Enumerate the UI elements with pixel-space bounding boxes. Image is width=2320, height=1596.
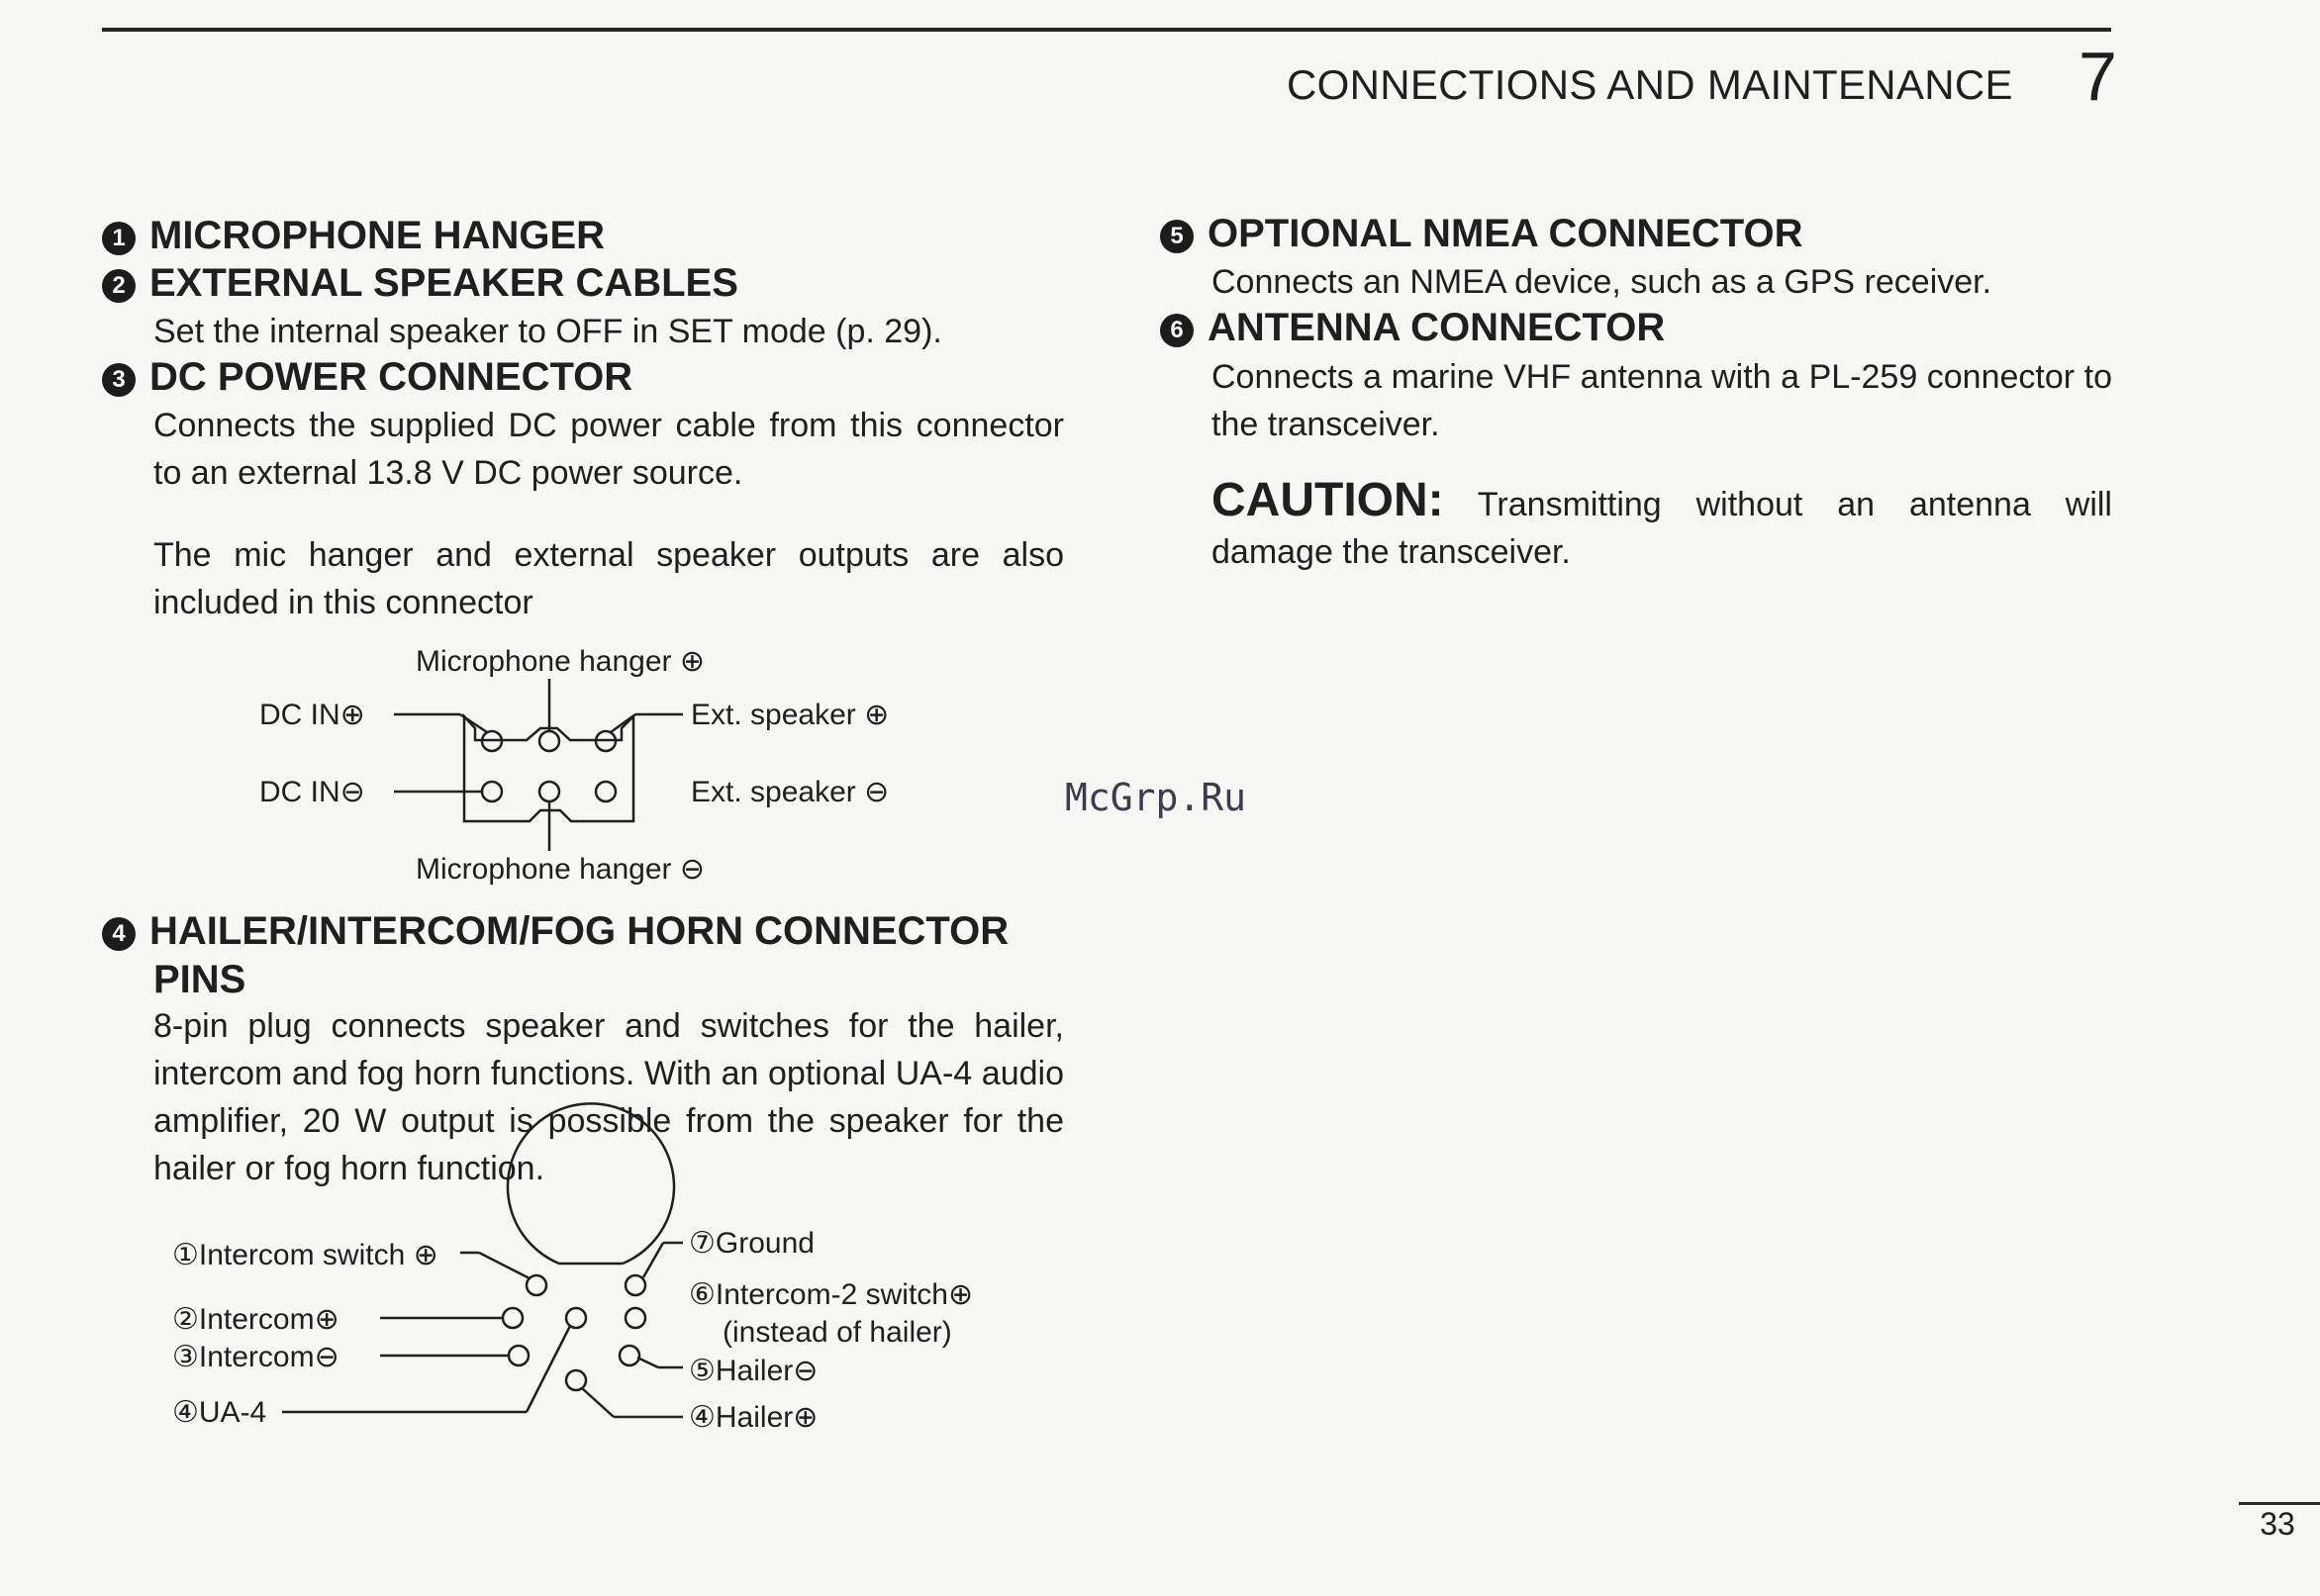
label-pin6-note: (instead of hailer)	[723, 1316, 952, 1349]
watermark: McGrp.Ru	[1065, 776, 1247, 819]
label-dc-in-plus: DC IN⊕	[259, 699, 365, 731]
label-pin7-ground: ⑦Ground	[689, 1227, 815, 1260]
item-number-1: 1	[102, 222, 136, 255]
caution-label: CAUTION:	[1211, 474, 1444, 526]
label-mic-hanger-plus: Microphone hanger ⊕	[416, 645, 705, 678]
label-pin4-ua4: ④UA-4	[172, 1396, 267, 1429]
item-number-5: 5	[1160, 220, 1194, 253]
label-pin6-intercom2-switch: ⑥Intercom-2 switch⊕	[689, 1278, 974, 1311]
label-ext-speaker-minus: Ext. speaker ⊖	[691, 776, 890, 808]
nmea-connector-text: Connects an NMEA device, such as a GPS receiver.	[1211, 263, 1992, 301]
heading-hailer-connector-line2: PINS	[153, 958, 246, 1001]
heading-label: HAILER/INTERCOM/FOG HORN CONNECTOR	[149, 909, 1010, 953]
item-number-3: 3	[102, 363, 136, 397]
page-title: CONNECTIONS AND MAINTENANCE	[1287, 61, 2013, 108]
dc-power-note: The mic hanger and external speaker outputs are also included in this connector	[153, 536, 1064, 621]
label-pin5-hailer-minus: ⑤Hailer⊖	[689, 1355, 819, 1387]
item-number-4: 4	[102, 917, 136, 951]
page-number: 33	[2260, 1506, 2295, 1542]
heading-optional-nmea-connector	[1160, 210, 1803, 257]
label-mic-hanger-minus: Microphone hanger ⊖	[416, 853, 705, 886]
label-pin4-hailer-plus: ④Hailer⊕	[689, 1401, 819, 1434]
bottom-rule	[2239, 1502, 2320, 1505]
heading-label: DC POWER CONNECTOR	[149, 355, 633, 399]
label-pin2-intercom-plus: ②Intercom⊕	[172, 1303, 339, 1336]
heading-label: EXTERNAL SPEAKER CABLES	[149, 261, 738, 305]
heading-label: OPTIONAL NMEA CONNECTOR	[1208, 212, 1803, 255]
item-number-2: 2	[102, 269, 136, 303]
heading-label: ANTENNA CONNECTOR	[1208, 306, 1666, 349]
hailer-pin-diagram	[0, 0, 1089, 1464]
chapter-number: 7	[2078, 38, 2117, 115]
dc-power-text: Connects the supplied DC power cable from this connector to an external 13.8 V DC power source.	[153, 407, 1064, 492]
caution-note	[1211, 474, 2112, 576]
label-pin3-intercom-minus: ③Intercom⊖	[172, 1341, 339, 1373]
heading-antenna-connector	[1160, 304, 1665, 351]
heading-label: MICROPHONE HANGER	[149, 214, 606, 257]
label-dc-in-minus: DC IN⊖	[259, 776, 365, 808]
hailer-connector-text: 8-pin plug connects speaker and switches for the hailer, intercom and fog horn functions. With an optional UA-4 audio amplifier, 20 W output is possible from the speaker for the hailer or fog horn function.	[153, 1007, 1064, 1187]
label-pin1-intercom-switch: ①Intercom switch ⊕	[172, 1239, 438, 1271]
caution-text: Transmitting without an antenna will damage the transceiver.	[1211, 486, 2112, 571]
item-number-6: 6	[1160, 314, 1194, 347]
label-ext-speaker-plus: Ext. speaker ⊕	[691, 699, 890, 731]
antenna-connector-text: Connects a marine VHF antenna with a PL-259 connector to the transceiver.	[1211, 358, 2112, 443]
external-speaker-text: Set the internal speaker to OFF in SET mode (p. 29).	[153, 313, 942, 350]
